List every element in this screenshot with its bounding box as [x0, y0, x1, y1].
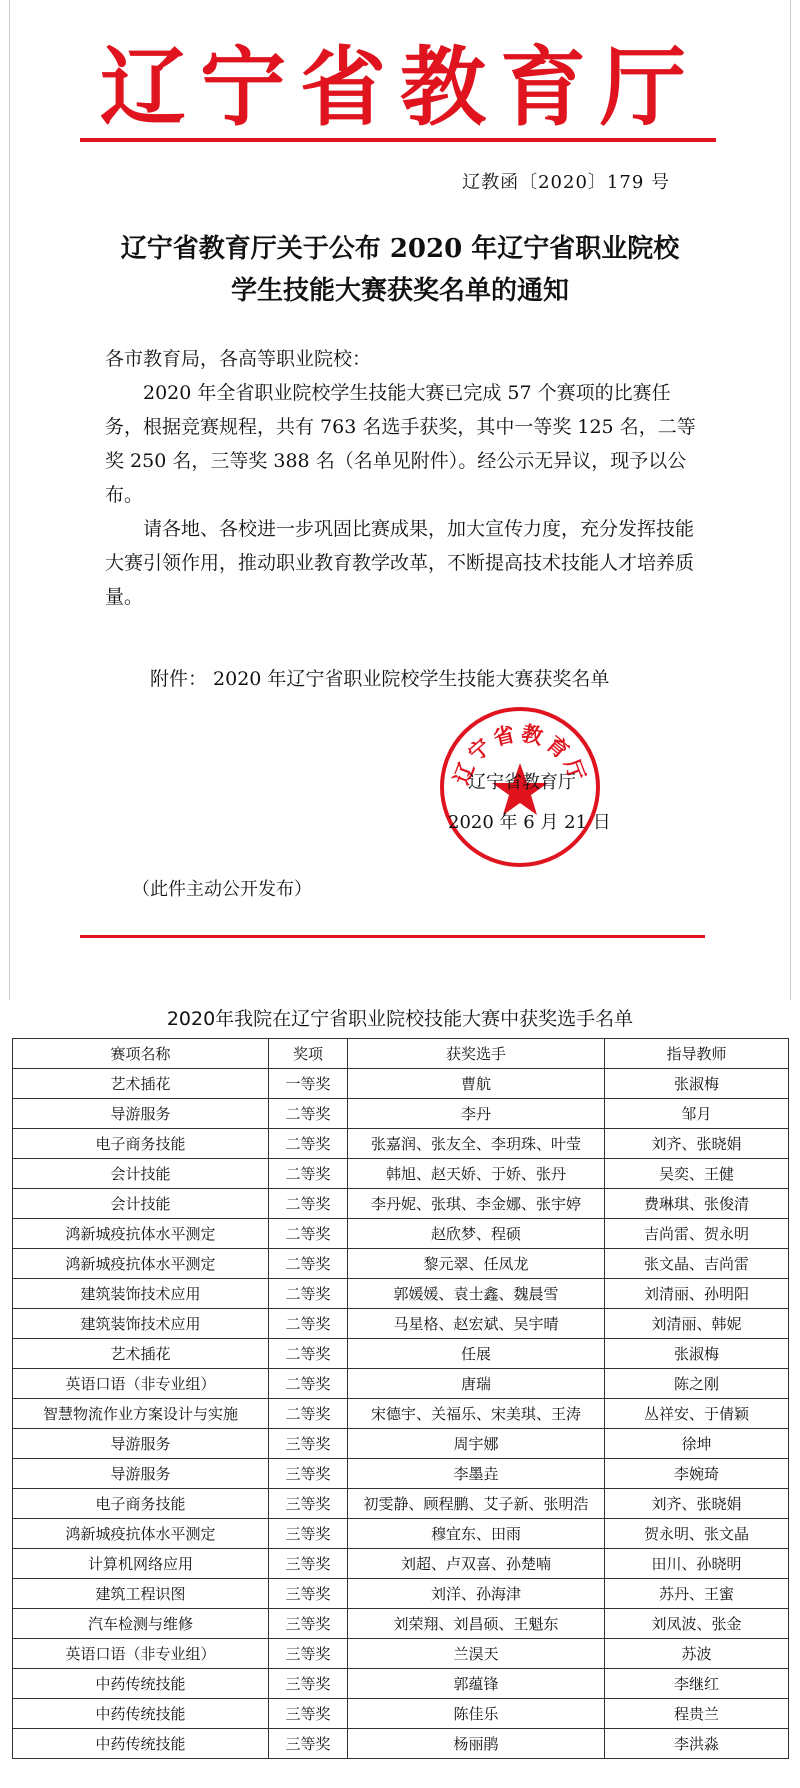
header-award: 奖项: [269, 1039, 348, 1069]
award-cell: 二等奖: [269, 1249, 348, 1279]
table-row: [13, 1249, 789, 1279]
table-row: [13, 1579, 789, 1609]
table-row: [13, 1399, 789, 1429]
instructors-cell: 刘齐、张晓娟: [605, 1129, 789, 1159]
award-cell: 三等奖: [269, 1639, 348, 1669]
event-cell: 汽车检测与维修: [13, 1609, 269, 1639]
winners-cell: 刘洋、孙海津: [348, 1579, 605, 1609]
award-cell: 三等奖: [269, 1429, 348, 1459]
instructors-cell: 苏丹、王蜜: [605, 1579, 789, 1609]
award-list-title: 2020年我院在辽宁省职业院校技能大赛中获奖选手名单: [166, 1008, 634, 1030]
award-cell: 二等奖: [269, 1339, 348, 1369]
award-table-body: [13, 1069, 789, 1759]
award-cell: 三等奖: [269, 1729, 348, 1759]
winners-cell: 宋德宇、关福乐、宋美琪、王涛: [348, 1399, 605, 1429]
header-instructors: 指导教师: [605, 1039, 789, 1069]
award-cell: 二等奖: [269, 1219, 348, 1249]
award-cell: 三等奖: [269, 1579, 348, 1609]
header-red-rule: [80, 138, 716, 142]
award-cell: 三等奖: [269, 1519, 348, 1549]
award-cell: 二等奖: [269, 1399, 348, 1429]
page-edge-right: [790, 0, 791, 1000]
event-cell: 会计技能: [13, 1189, 269, 1219]
award-cell: 三等奖: [269, 1459, 348, 1489]
event-cell: 建筑装饰技术应用: [13, 1279, 269, 1309]
instructors-cell: 张文晶、吉尚雷: [605, 1249, 789, 1279]
winners-cell: 初雯静、顾程鹏、艾子新、张明浩: [348, 1489, 605, 1519]
table-row: [13, 1519, 789, 1549]
event-cell: 计算机网络应用: [13, 1549, 269, 1579]
table-row: [13, 1129, 789, 1159]
table-row: [13, 1699, 789, 1729]
winners-cell: 韩旭、赵天娇、于娇、张丹: [348, 1159, 605, 1189]
winners-cell: 刘荣翔、刘昌硕、王魁东: [348, 1609, 605, 1639]
winners-cell: 李丹妮、张琪、李金娜、张宇婷: [348, 1189, 605, 1219]
table-row: [13, 1279, 789, 1309]
winners-cell: 李丹: [348, 1099, 605, 1129]
instructors-cell: 徐坤: [605, 1429, 789, 1459]
instructors-cell: 李洪淼: [605, 1729, 789, 1759]
table-row: [13, 1429, 789, 1459]
instructors-cell: 费琳琪、张俊清: [605, 1189, 789, 1219]
award-cell: 三等奖: [269, 1489, 348, 1519]
award-cell: 三等奖: [269, 1669, 348, 1699]
instructors-cell: 张淑梅: [605, 1339, 789, 1369]
body-paragraph-1: 2020 年全省职业院校学生技能大赛已完成 57 个赛项的比赛任务，根据竞赛规程，共有 763 名选手获奖，其中一等奖 125 名，二等奖 250 名，三等奖 388 名（名单见附件）。经公示无异议，现予以公布。: [105, 382, 696, 506]
notice-title-line-1: 辽宁省教育厅关于公布 2020 年辽宁省职业院校: [120, 234, 680, 264]
table-row: [13, 1369, 789, 1399]
award-list: [12, 1000, 788, 1788]
winners-cell: 张嘉润、张友全、李玥珠、叶莹: [348, 1129, 605, 1159]
instructors-cell: 苏波: [605, 1639, 789, 1669]
winners-cell: 唐瑞: [348, 1369, 605, 1399]
winners-cell: 李墨垚: [348, 1459, 605, 1489]
instructors-cell: 程贵兰: [605, 1699, 789, 1729]
event-cell: 艺术插花: [13, 1339, 269, 1369]
winners-cell: 郭蕴锋: [348, 1669, 605, 1699]
award-cell: 二等奖: [269, 1159, 348, 1189]
event-cell: 鸿新城疫抗体水平测定: [13, 1219, 269, 1249]
seal-text: 辽宁省教育厅: [448, 720, 592, 788]
winners-cell: 陈佳乐: [348, 1699, 605, 1729]
instructors-cell: 李继红: [605, 1669, 789, 1699]
instructors-cell: 刘齐、张晓娟: [605, 1489, 789, 1519]
instructors-cell: 刘凤波、张金: [605, 1609, 789, 1639]
instructors-cell: 李婉琦: [605, 1459, 789, 1489]
agency-letterhead: 辽宁省教育厅: [100, 37, 700, 138]
winners-cell: 杨丽鹃: [348, 1729, 605, 1759]
addressee: 各市教育局，各高等职业院校：: [105, 348, 372, 370]
winners-cell: 郭媛媛、袁士鑫、魏晨雪: [348, 1279, 605, 1309]
instructors-cell: 张淑梅: [605, 1069, 789, 1099]
issue-date: 2020 年 6 月 21 日: [448, 812, 611, 833]
award-cell: 二等奖: [269, 1189, 348, 1219]
instructors-cell: 刘清丽、孙明阳: [605, 1279, 789, 1309]
table-row: [13, 1069, 789, 1099]
table-row: [13, 1159, 789, 1189]
award-cell: 一等奖: [269, 1069, 348, 1099]
event-cell: 电子商务技能: [13, 1489, 269, 1519]
table-row: [13, 1669, 789, 1699]
event-cell: 英语口语（非专业组）: [13, 1639, 269, 1669]
event-cell: 鸿新城疫抗体水平测定: [13, 1519, 269, 1549]
event-cell: 导游服务: [13, 1429, 269, 1459]
instructors-cell: 丛祥安、于倩颖: [605, 1399, 789, 1429]
header-event: 赛项名称: [13, 1039, 269, 1069]
winners-cell: 任展: [348, 1339, 605, 1369]
winners-cell: 周宇娜: [348, 1429, 605, 1459]
event-cell: 鸿新城疫抗体水平测定: [13, 1249, 269, 1279]
body-paragraph-2: 请各地、各校进一步巩固比赛成果，加大宣传力度，充分发挥技能大赛引领作用，推动职业教育教学改革，不断提高技术技能人才培养质量。: [105, 518, 695, 608]
notice-title-line-2: 学生技能大赛获奖名单的通知: [230, 276, 569, 306]
winners-cell: 刘超、卢双喜、孙楚喃: [348, 1549, 605, 1579]
instructors-cell: 邹月: [605, 1099, 789, 1129]
event-cell: 英语口语（非专业组）: [13, 1369, 269, 1399]
award-cell: 三等奖: [269, 1699, 348, 1729]
award-cell: 二等奖: [269, 1369, 348, 1399]
event-cell: 中药传统技能: [13, 1729, 269, 1759]
table-row: [13, 1219, 789, 1249]
event-cell: 导游服务: [13, 1099, 269, 1129]
event-cell: 艺术插花: [13, 1069, 269, 1099]
instructors-cell: 贺永明、张文晶: [605, 1519, 789, 1549]
instructors-cell: 刘清丽、韩妮: [605, 1309, 789, 1339]
award-cell: 三等奖: [269, 1609, 348, 1639]
event-cell: 电子商务技能: [13, 1129, 269, 1159]
table-row: [13, 1489, 789, 1519]
award-cell: 二等奖: [269, 1099, 348, 1129]
event-cell: 中药传统技能: [13, 1699, 269, 1729]
table-row: [13, 1639, 789, 1669]
winners-cell: 兰淏天: [348, 1639, 605, 1669]
instructors-cell: 田川、孙晓明: [605, 1549, 789, 1579]
event-cell: 中药传统技能: [13, 1669, 269, 1699]
issuer-signature: 辽宁省教育厅: [468, 772, 576, 793]
award-cell: 二等奖: [269, 1309, 348, 1339]
winners-cell: 马星格、赵宏斌、吴宇晴: [348, 1309, 605, 1339]
attachment-line: 附件： 2020 年辽宁省职业院校学生技能大赛获奖名单: [150, 668, 610, 690]
document-number: 辽教函〔2020〕179 号: [462, 172, 670, 193]
table-row: [13, 1099, 789, 1129]
table-row: [13, 1189, 789, 1219]
event-cell: 导游服务: [13, 1459, 269, 1489]
table-row: [13, 1729, 789, 1759]
table-row: [13, 1309, 789, 1339]
winners-cell: 曹航: [348, 1069, 605, 1099]
footer-red-rule: [80, 935, 705, 938]
notice-body: [105, 342, 703, 614]
table-row: [13, 1609, 789, 1639]
header-winners: 获奖选手: [348, 1039, 605, 1069]
instructors-cell: 陈之刚: [605, 1369, 789, 1399]
winners-cell: 穆宜东、田雨: [348, 1519, 605, 1549]
public-disclosure-note: （此件主动公开发布）: [132, 879, 312, 900]
winners-cell: 赵欣梦、程硕: [348, 1219, 605, 1249]
winners-cell: 黎元翠、任凤龙: [348, 1249, 605, 1279]
award-cell: 三等奖: [269, 1549, 348, 1579]
instructors-cell: 吴奕、王健: [605, 1159, 789, 1189]
event-cell: 建筑工程识图: [13, 1579, 269, 1609]
award-cell: 二等奖: [269, 1279, 348, 1309]
page-edge-left: [9, 0, 10, 1000]
award-cell: 二等奖: [269, 1129, 348, 1159]
table-row: [13, 1459, 789, 1489]
table-row: [13, 1339, 789, 1369]
award-table: [12, 1038, 789, 1759]
event-cell: 智慧物流作业方案设计与实施: [13, 1399, 269, 1429]
event-cell: 建筑装饰技术应用: [13, 1309, 269, 1339]
instructors-cell: 吉尚雷、贺永明: [605, 1219, 789, 1249]
notice-title: [0, 228, 800, 312]
event-cell: 会计技能: [13, 1159, 269, 1189]
table-header-row: [13, 1039, 789, 1069]
table-row: [13, 1549, 789, 1579]
